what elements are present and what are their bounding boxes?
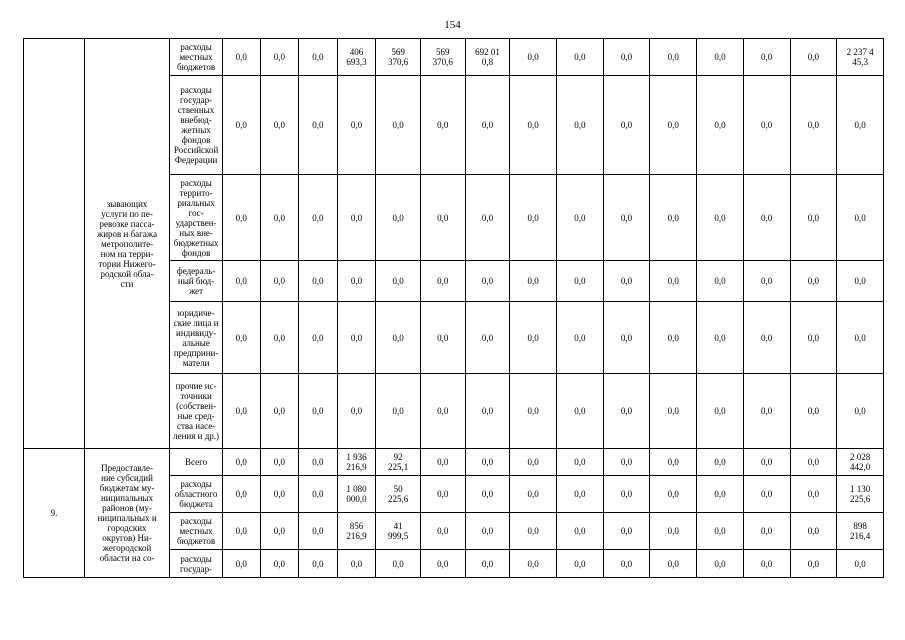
value-cell: 0,0 xyxy=(650,513,697,550)
table-row xyxy=(24,39,884,76)
value-cell: 0,0 xyxy=(376,302,421,374)
value-cell: 0,0 xyxy=(222,374,260,449)
value-cell: 0,0 xyxy=(650,374,697,449)
value-cell: 0,0 xyxy=(465,261,510,302)
value-cell: 0,0 xyxy=(743,76,790,175)
value-cell: 0,0 xyxy=(420,76,465,175)
value-cell: 0,0 xyxy=(420,374,465,449)
value-cell: 0,0 xyxy=(697,476,744,513)
value-cell: 0,0 xyxy=(743,302,790,374)
value-cell: 0,0 xyxy=(260,175,299,261)
value-cell: 0,0 xyxy=(299,449,338,476)
value-cell: 0,0 xyxy=(376,76,421,175)
value-cell: 0,0 xyxy=(465,374,510,449)
value-cell: 0,0 xyxy=(260,374,299,449)
value-cell: 0,0 xyxy=(299,550,338,578)
value-cell: 0,0 xyxy=(420,302,465,374)
value-cell: 0,0 xyxy=(650,476,697,513)
value-cell: 0,0 xyxy=(557,550,604,578)
value-cell: 0,0 xyxy=(222,302,260,374)
value-cell: 0,0 xyxy=(465,476,510,513)
value-cell: 0,0 xyxy=(837,374,884,449)
value-cell: 856 216,9 xyxy=(337,513,376,550)
value-cell: 0,0 xyxy=(557,261,604,302)
funding-source: Всего xyxy=(170,449,223,476)
value-cell: 0,0 xyxy=(603,39,650,76)
value-cell: 50 225,6 xyxy=(376,476,421,513)
value-cell: 0,0 xyxy=(510,449,557,476)
value-cell: 0,0 xyxy=(697,374,744,449)
value-cell: 0,0 xyxy=(557,302,604,374)
value-cell: 0,0 xyxy=(557,449,604,476)
value-cell: 0,0 xyxy=(650,550,697,578)
value-cell: 0,0 xyxy=(420,550,465,578)
value-cell: 569 370,6 xyxy=(420,39,465,76)
value-cell: 0,0 xyxy=(337,550,376,578)
value-cell: 0,0 xyxy=(420,449,465,476)
value-cell: 0,0 xyxy=(557,476,604,513)
value-cell: 0,0 xyxy=(222,513,260,550)
value-cell: 0,0 xyxy=(790,76,837,175)
table-row xyxy=(24,449,884,476)
value-cell: 0,0 xyxy=(743,513,790,550)
value-cell: 0,0 xyxy=(557,76,604,175)
value-cell: 0,0 xyxy=(837,302,884,374)
value-cell: 0,0 xyxy=(837,76,884,175)
value-cell: 406 693,3 xyxy=(337,39,376,76)
value-cell: 0,0 xyxy=(650,261,697,302)
value-cell: 0,0 xyxy=(337,175,376,261)
table-body xyxy=(24,39,884,578)
funding-source: юридиче- ские лица и индивиду- альные предприни- матели xyxy=(170,302,223,374)
value-cell: 0,0 xyxy=(697,39,744,76)
value-cell: 0,0 xyxy=(299,76,338,175)
value-cell: 0,0 xyxy=(650,39,697,76)
value-cell: 0,0 xyxy=(790,39,837,76)
value-cell: 0,0 xyxy=(222,175,260,261)
value-cell: 0,0 xyxy=(510,39,557,76)
value-cell: 0,0 xyxy=(222,449,260,476)
value-cell: 0,0 xyxy=(510,374,557,449)
page-number: 154 xyxy=(444,19,461,31)
value-cell: 0,0 xyxy=(603,374,650,449)
value-cell: 0,0 xyxy=(376,175,421,261)
value-cell: 692 01 0,8 xyxy=(465,39,510,76)
value-cell: 0,0 xyxy=(376,374,421,449)
value-cell: 0,0 xyxy=(510,261,557,302)
value-cell: 0,0 xyxy=(603,449,650,476)
value-cell: 0,0 xyxy=(510,513,557,550)
value-cell: 1 130 225,6 xyxy=(837,476,884,513)
value-cell: 0,0 xyxy=(790,449,837,476)
value-cell: 0,0 xyxy=(222,76,260,175)
value-cell: 0,0 xyxy=(790,550,837,578)
value-cell: 0,0 xyxy=(420,513,465,550)
value-cell: 0,0 xyxy=(743,374,790,449)
value-cell: 0,0 xyxy=(837,175,884,261)
value-cell: 0,0 xyxy=(222,476,260,513)
value-cell: 0,0 xyxy=(790,374,837,449)
value-cell: 0,0 xyxy=(603,302,650,374)
value-cell: 0,0 xyxy=(376,261,421,302)
value-cell: 0,0 xyxy=(650,175,697,261)
value-cell: 0,0 xyxy=(420,175,465,261)
value-cell: 0,0 xyxy=(743,449,790,476)
value-cell: 0,0 xyxy=(299,261,338,302)
value-cell: 0,0 xyxy=(260,302,299,374)
value-cell: 0,0 xyxy=(260,476,299,513)
item-number: 9. xyxy=(24,449,85,578)
value-cell: 0,0 xyxy=(420,261,465,302)
item-description: зывающих услуги по пе- ревозке пасса- жиров и багажа метрополите- ном на терри- тории Нижего- родской обла- сти xyxy=(84,39,169,449)
value-cell: 0,0 xyxy=(465,449,510,476)
value-cell: 0,0 xyxy=(465,513,510,550)
value-cell: 0,0 xyxy=(837,550,884,578)
value-cell: 0,0 xyxy=(790,513,837,550)
value-cell: 0,0 xyxy=(299,39,338,76)
value-cell: 0,0 xyxy=(697,76,744,175)
value-cell: 0,0 xyxy=(697,261,744,302)
value-cell: 0,0 xyxy=(697,513,744,550)
funding-source: прочие ис- точники (собствен- ные сред- ства насе- ления и др.) xyxy=(170,374,223,449)
value-cell: 0,0 xyxy=(603,175,650,261)
value-cell: 0,0 xyxy=(510,76,557,175)
item-description: Предоставле- ние субсидий бюджетам му- ниципальных районов (му- ниципальных и городских округов) Ни- жегородской области на со- xyxy=(84,449,169,578)
value-cell: 0,0 xyxy=(650,302,697,374)
value-cell: 0,0 xyxy=(510,175,557,261)
value-cell: 0,0 xyxy=(697,175,744,261)
value-cell: 0,0 xyxy=(743,476,790,513)
value-cell: 0,0 xyxy=(510,302,557,374)
value-cell: 0,0 xyxy=(697,550,744,578)
value-cell: 0,0 xyxy=(603,76,650,175)
value-cell: 0,0 xyxy=(837,261,884,302)
value-cell: 0,0 xyxy=(603,550,650,578)
funding-source: расходы государ- xyxy=(170,550,223,578)
value-cell: 569 370,6 xyxy=(376,39,421,76)
funding-source: расходы местных бюджетов xyxy=(170,513,223,550)
value-cell: 0,0 xyxy=(337,261,376,302)
value-cell: 0,0 xyxy=(465,76,510,175)
funding-source: расходы террито- риальных гос- ударствен- ных вне- бюджетных фондов xyxy=(170,175,223,261)
value-cell: 0,0 xyxy=(790,261,837,302)
value-cell: 0,0 xyxy=(260,550,299,578)
value-cell: 0,0 xyxy=(260,449,299,476)
value-cell: 0,0 xyxy=(337,302,376,374)
item-number xyxy=(24,39,85,449)
value-cell: 2 237 4 45,3 xyxy=(837,39,884,76)
value-cell: 0,0 xyxy=(260,261,299,302)
value-cell: 2 028 442,0 xyxy=(837,449,884,476)
value-cell: 0,0 xyxy=(337,76,376,175)
value-cell: 898 216,4 xyxy=(837,513,884,550)
value-cell: 0,0 xyxy=(743,550,790,578)
funding-source: расходы государ- ственных внебюд- жетных фондов Российской Федерации xyxy=(170,76,223,175)
value-cell: 0,0 xyxy=(557,374,604,449)
value-cell: 0,0 xyxy=(222,550,260,578)
financing-table xyxy=(23,38,884,578)
value-cell: 0,0 xyxy=(697,302,744,374)
value-cell: 0,0 xyxy=(420,476,465,513)
value-cell: 0,0 xyxy=(650,449,697,476)
value-cell: 0,0 xyxy=(557,513,604,550)
value-cell: 0,0 xyxy=(299,513,338,550)
value-cell: 0,0 xyxy=(557,175,604,261)
value-cell: 0,0 xyxy=(260,39,299,76)
value-cell: 0,0 xyxy=(743,175,790,261)
value-cell: 0,0 xyxy=(299,302,338,374)
value-cell: 0,0 xyxy=(790,175,837,261)
value-cell: 0,0 xyxy=(510,476,557,513)
value-cell: 0,0 xyxy=(465,550,510,578)
value-cell: 0,0 xyxy=(790,302,837,374)
value-cell: 0,0 xyxy=(376,550,421,578)
value-cell: 0,0 xyxy=(510,550,557,578)
value-cell: 0,0 xyxy=(697,449,744,476)
funding-source: федераль- ный бюд- жет xyxy=(170,261,223,302)
value-cell: 0,0 xyxy=(743,261,790,302)
value-cell: 0,0 xyxy=(557,39,604,76)
funding-source: расходы местных бюджетов xyxy=(170,39,223,76)
value-cell: 0,0 xyxy=(603,513,650,550)
value-cell: 0,0 xyxy=(222,261,260,302)
value-cell: 0,0 xyxy=(260,513,299,550)
value-cell: 0,0 xyxy=(337,374,376,449)
funding-source: расходы областного бюджета xyxy=(170,476,223,513)
value-cell: 0,0 xyxy=(260,76,299,175)
value-cell: 0,0 xyxy=(299,476,338,513)
value-cell: 0,0 xyxy=(603,476,650,513)
value-cell: 0,0 xyxy=(299,175,338,261)
value-cell: 0,0 xyxy=(790,476,837,513)
value-cell: 1 936 216,9 xyxy=(337,449,376,476)
value-cell: 0,0 xyxy=(299,374,338,449)
value-cell: 92 225,1 xyxy=(376,449,421,476)
value-cell: 0,0 xyxy=(465,302,510,374)
value-cell: 0,0 xyxy=(465,175,510,261)
value-cell: 1 080 000,0 xyxy=(337,476,376,513)
value-cell: 0,0 xyxy=(222,39,260,76)
value-cell: 0,0 xyxy=(603,261,650,302)
value-cell: 0,0 xyxy=(650,76,697,175)
value-cell: 0,0 xyxy=(743,39,790,76)
value-cell: 41 999,5 xyxy=(376,513,421,550)
